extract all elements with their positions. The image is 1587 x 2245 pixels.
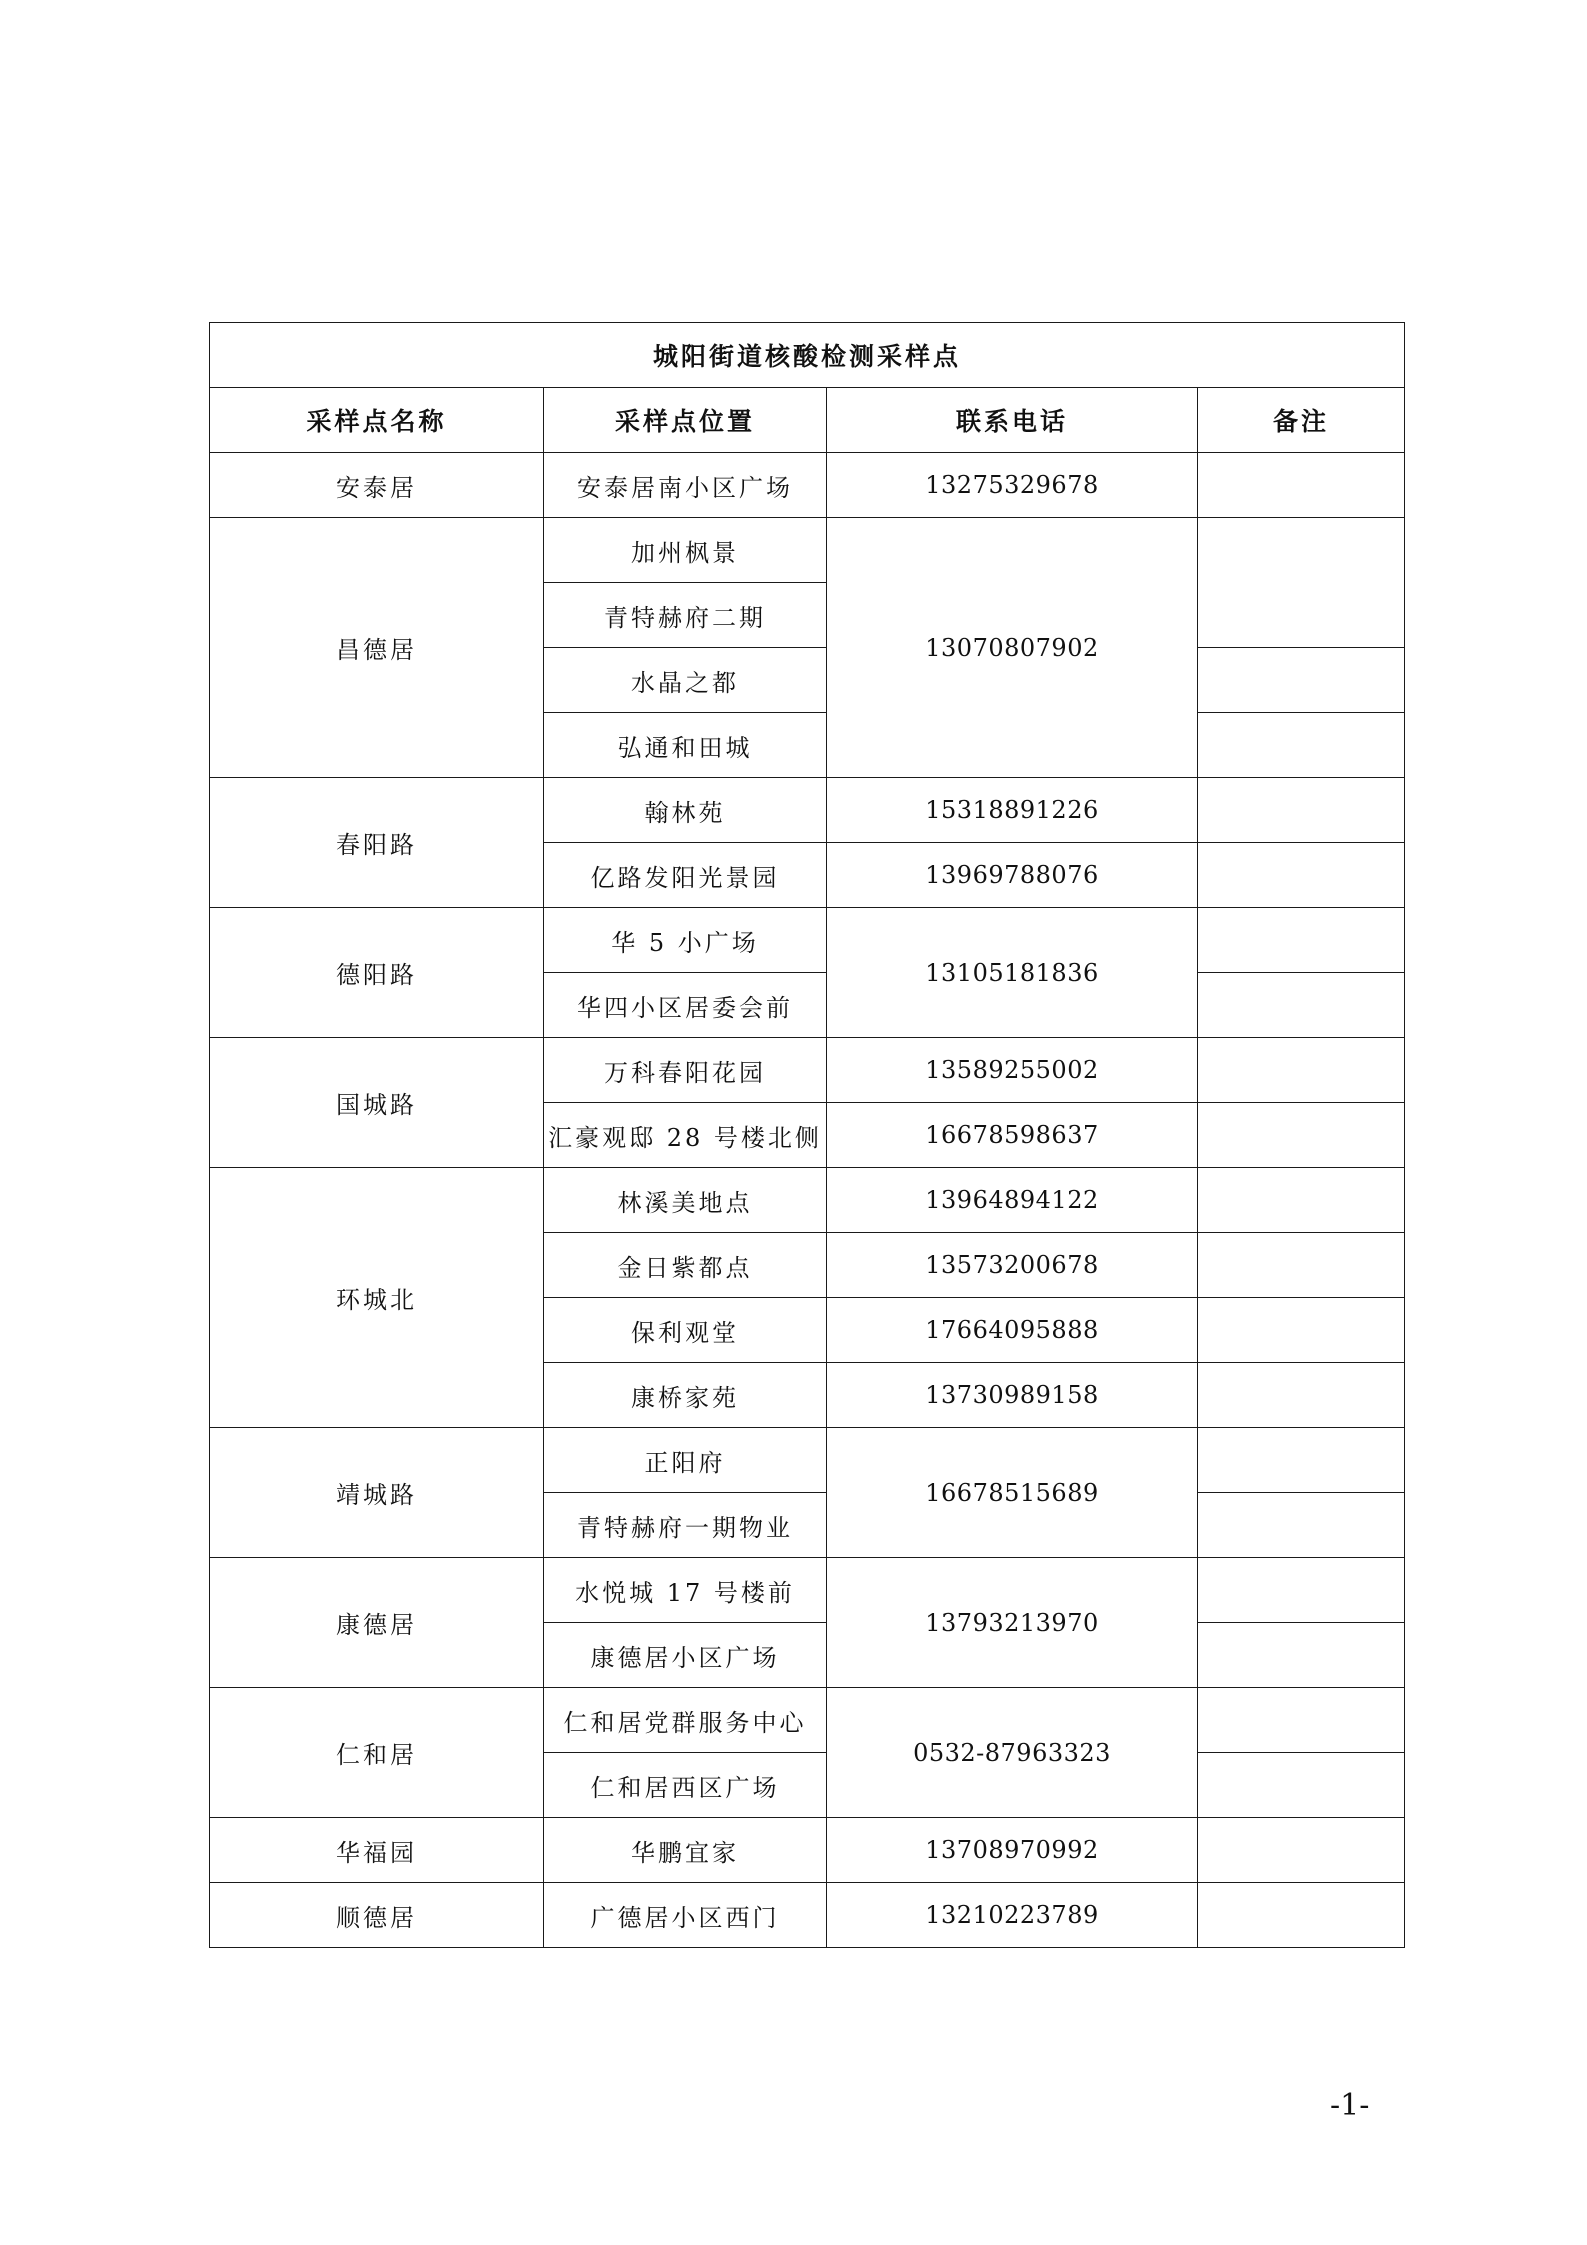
- site-remark: [1198, 1623, 1405, 1688]
- site-remark: [1198, 1558, 1405, 1623]
- site-name: 昌德居: [210, 518, 544, 778]
- site-location: 华鹏宜家: [544, 1818, 827, 1883]
- header-remark: 备注: [1198, 388, 1405, 453]
- table-header-row: [210, 388, 1405, 453]
- site-remark: [1198, 713, 1405, 778]
- site-phone: 13105181836: [827, 908, 1198, 1038]
- site-phone: 13070807902: [827, 518, 1198, 778]
- site-remark: [1198, 1233, 1405, 1298]
- site-remark: [1198, 518, 1405, 648]
- site-phone: 13793213970: [827, 1558, 1198, 1688]
- site-name: 环城北: [210, 1168, 544, 1428]
- header-phone: 联系电话: [827, 388, 1198, 453]
- site-location: 华四小区居委会前: [544, 973, 827, 1038]
- site-name: 华福园: [210, 1818, 544, 1883]
- site-location: 弘通和田城: [544, 713, 827, 778]
- site-remark: [1198, 1883, 1405, 1948]
- table-row: [210, 908, 1405, 973]
- site-location: 林溪美地点: [544, 1168, 827, 1233]
- site-phone: 16678515689: [827, 1428, 1198, 1558]
- table-row: [210, 1428, 1405, 1493]
- header-location: 采样点位置: [544, 388, 827, 453]
- site-phone: 13573200678: [827, 1233, 1198, 1298]
- site-phone: 13275329678: [827, 453, 1198, 518]
- site-phone: 16678598637: [827, 1103, 1198, 1168]
- site-location: 水悦城 17 号楼前: [544, 1558, 827, 1623]
- site-location: 安泰居南小区广场: [544, 453, 827, 518]
- site-location: 翰林苑: [544, 778, 827, 843]
- site-remark: [1198, 1298, 1405, 1363]
- site-phone: 0532-87963323: [827, 1688, 1198, 1818]
- page-number: -1-: [1330, 2088, 1370, 2123]
- header-name: 采样点名称: [210, 388, 544, 453]
- site-name: 春阳路: [210, 778, 544, 908]
- site-location: 华 5 小广场: [544, 908, 827, 973]
- site-remark: [1198, 1753, 1405, 1818]
- site-remark: [1198, 1688, 1405, 1753]
- site-name: 靖城路: [210, 1428, 544, 1558]
- site-phone: 13730989158: [827, 1363, 1198, 1428]
- site-phone: 13969788076: [827, 843, 1198, 908]
- site-location: 亿路发阳光景园: [544, 843, 827, 908]
- site-remark: [1198, 973, 1405, 1038]
- site-remark: [1198, 1038, 1405, 1103]
- site-location: 仁和居党群服务中心: [544, 1688, 827, 1753]
- site-phone: 13589255002: [827, 1038, 1198, 1103]
- site-location: 正阳府: [544, 1428, 827, 1493]
- site-location: 万科春阳花园: [544, 1038, 827, 1103]
- site-remark: [1198, 843, 1405, 908]
- site-remark: [1198, 648, 1405, 713]
- site-remark: [1198, 1818, 1405, 1883]
- table-row: [210, 1818, 1405, 1883]
- site-remark: [1198, 1103, 1405, 1168]
- site-name: 仁和居: [210, 1688, 544, 1818]
- table-row: [210, 1168, 1405, 1233]
- site-location: 保利观堂: [544, 1298, 827, 1363]
- site-remark: [1198, 1493, 1405, 1558]
- site-name: 康德居: [210, 1558, 544, 1688]
- site-location: 加州枫景: [544, 518, 827, 583]
- site-location: 青特赫府一期物业: [544, 1493, 827, 1558]
- table-row: [210, 778, 1405, 843]
- table-row: [210, 1038, 1405, 1103]
- site-remark: [1198, 453, 1405, 518]
- site-name: 安泰居: [210, 453, 544, 518]
- site-phone: 13708970992: [827, 1818, 1198, 1883]
- site-location: 金日紫都点: [544, 1233, 827, 1298]
- site-phone: 17664095888: [827, 1298, 1198, 1363]
- site-location: 康桥家苑: [544, 1363, 827, 1428]
- site-remark: [1198, 778, 1405, 843]
- site-location: 青特赫府二期: [544, 583, 827, 648]
- site-name: 德阳路: [210, 908, 544, 1038]
- site-remark: [1198, 1363, 1405, 1428]
- table-row: [210, 1558, 1405, 1623]
- site-phone: 13210223789: [827, 1883, 1198, 1948]
- site-phone: 15318891226: [827, 778, 1198, 843]
- table-title-row: [210, 323, 1405, 388]
- site-location: 康德居小区广场: [544, 1623, 827, 1688]
- site-remark: [1198, 1428, 1405, 1493]
- site-name: 顺德居: [210, 1883, 544, 1948]
- site-location: 水晶之都: [544, 648, 827, 713]
- site-location: 广德居小区西门: [544, 1883, 827, 1948]
- site-location: 仁和居西区广场: [544, 1753, 827, 1818]
- site-name: 国城路: [210, 1038, 544, 1168]
- site-phone: 13964894122: [827, 1168, 1198, 1233]
- sampling-sites-table: [209, 322, 1405, 1948]
- table-row: [210, 1883, 1405, 1948]
- site-remark: [1198, 1168, 1405, 1233]
- site-remark: [1198, 908, 1405, 973]
- table-row: [210, 518, 1405, 583]
- site-location: 汇豪观邸 28 号楼北侧: [544, 1103, 827, 1168]
- table-title: 城阳街道核酸检测采样点: [210, 323, 1405, 388]
- table-row: [210, 453, 1405, 518]
- table-row: [210, 1688, 1405, 1753]
